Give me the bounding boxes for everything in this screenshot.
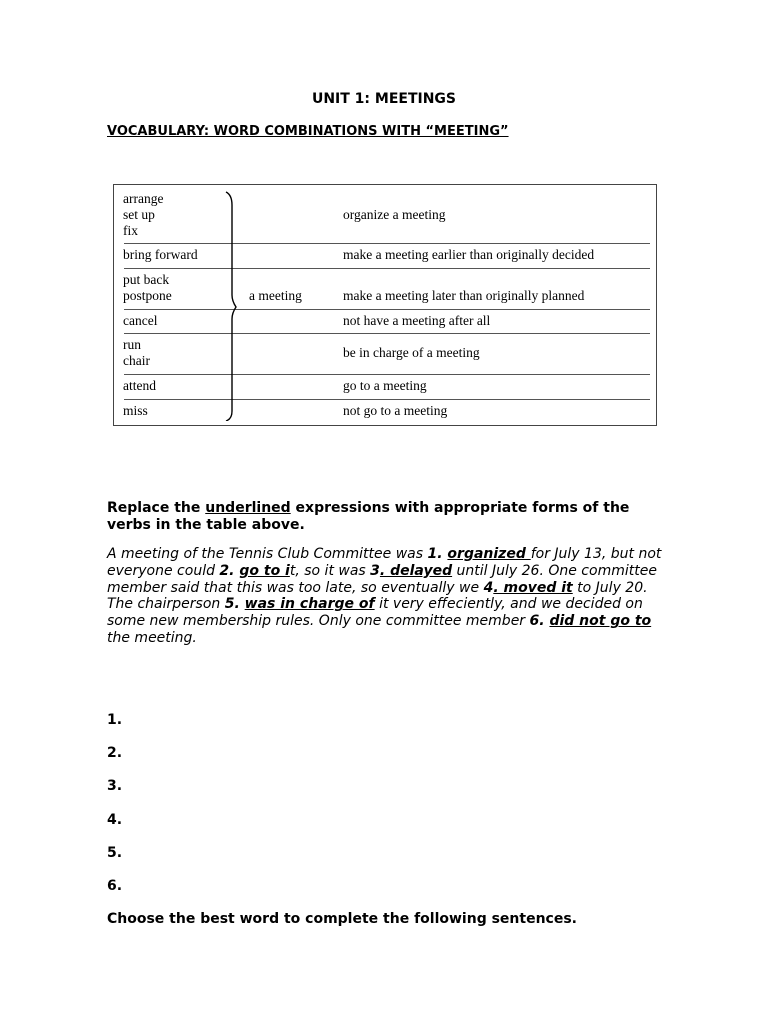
answer-line: 2. <box>107 745 123 761</box>
instruction-underlined: underlined <box>205 500 291 516</box>
passage-text: the meeting. <box>107 629 197 646</box>
verb: cancel <box>123 313 158 328</box>
next-exercise-instruction: Choose the best word to complete the following sentences. <box>107 911 577 927</box>
page-title: UNIT 1: MEETINGS <box>311 91 457 107</box>
answer-line: 1. <box>107 712 123 728</box>
passage-text: A meeting of the Tennis Club Committee was <box>107 546 428 562</box>
section-subtitle: VOCABULARY: WORD COMBINATIONS WITH “MEETING” <box>107 124 509 139</box>
passage-text: until July 26. One committee member said that this was too late, so eventually we <box>107 562 657 596</box>
meaning: not go to a meeting <box>343 403 448 418</box>
verb: put back <box>123 272 170 287</box>
verb: fix <box>123 223 138 238</box>
passage-text: it very effeciently, and we decided on some new membership rules. Only one committee member <box>107 596 643 630</box>
verb: attend <box>123 378 156 393</box>
verb: miss <box>123 403 148 418</box>
verb: postpone <box>123 288 172 303</box>
verb: chair <box>123 353 150 368</box>
row-divider <box>124 333 650 334</box>
verb: run <box>123 337 141 352</box>
underlined-expression: did not go to <box>549 613 652 630</box>
exercise-instruction <box>107 500 667 534</box>
item-number: 6. <box>529 613 550 630</box>
meaning: organize a meeting <box>343 207 446 222</box>
item-number: 2. <box>219 562 240 579</box>
underlined-expression: . delayed <box>379 562 453 579</box>
item-number: 4 <box>483 579 494 596</box>
meaning: not have a meeting after all <box>343 313 491 328</box>
vocabulary-table <box>113 184 657 426</box>
answer-line: 6. <box>107 878 123 894</box>
meaning: be in charge of a meeting <box>343 345 480 360</box>
underlined-expression: was in charge of <box>244 596 375 613</box>
passage-text: to July 20. The chairperson <box>107 579 648 613</box>
instruction-text: expressions with appropriate forms of the verbs in the table above. <box>107 500 630 533</box>
row-divider <box>124 268 650 269</box>
underlined-expression: go to i <box>239 562 290 579</box>
item-number: 3 <box>370 562 380 579</box>
item-number: 5. <box>224 596 245 613</box>
underlined-expression: . moved it <box>493 579 573 596</box>
center-label: a meeting <box>249 288 302 303</box>
underlined-expression: organized <box>447 546 531 562</box>
passage-text: for July 13, but not everyone could <box>107 546 662 579</box>
bracket-icon <box>224 191 238 421</box>
instruction-text: Replace the <box>107 500 206 516</box>
exercise-passage <box>107 546 667 647</box>
meaning: go to a meeting <box>343 378 427 393</box>
answer-line: 3. <box>107 778 123 794</box>
row-divider <box>124 243 650 244</box>
row-divider <box>124 399 650 400</box>
verb: arrange <box>123 191 164 206</box>
row-divider <box>124 374 650 375</box>
verb: set up <box>123 207 155 222</box>
meaning: make a meeting earlier than originally decided <box>343 247 595 262</box>
answer-line: 4. <box>107 812 123 828</box>
item-number: 1. <box>427 546 448 562</box>
meaning: make a meeting later than originally planned <box>343 288 585 303</box>
answer-line: 5. <box>107 845 123 861</box>
row-divider <box>124 309 650 310</box>
verb: bring forward <box>123 247 198 262</box>
passage-text: t, so it was <box>289 562 371 579</box>
